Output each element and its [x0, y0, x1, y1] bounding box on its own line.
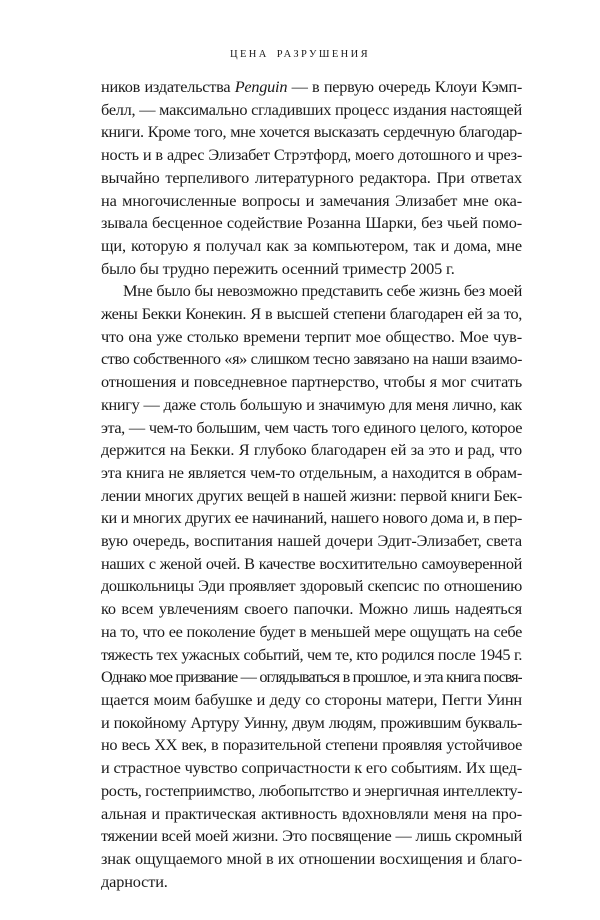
text-line: было бы трудно пережить осенний триместр 2005 г.: [101, 258, 455, 278]
emphasis-publisher: Penguin: [234, 77, 288, 96]
text-line: эта книга не является чем-то отдельным, а находится в обрам-: [101, 462, 522, 482]
text-line: эта, — чем-то большим, чем часть того единого целого, которое: [101, 417, 522, 437]
body-text: [101, 76, 522, 893]
text-line: ки и многих других ее начинаний, нашего нового дома и, в пер-: [101, 508, 522, 528]
text-line: Однако мое призвание — оглядываться в прошлое, и эта книга посвя-: [101, 667, 522, 687]
text-line: ко всем увлечениям своего папочки. Можно лишь надеяться: [101, 599, 522, 619]
text-line: щи, которую я получал как за компьютером, так и дома, мне: [101, 235, 522, 255]
text-line: лении многих других вещей в нашей жизни: первой книги Бек-: [101, 485, 522, 505]
text-line: вычайно терпеливого литературного редактора. При ответах: [101, 167, 522, 187]
text-line: зывала бесценное содействие Розанна Шарки, без чьей помо-: [101, 213, 522, 233]
text-line: рость, гостеприимство, любопытство и энергичная интеллекту-: [101, 780, 522, 800]
text-line: и страстное чувство сопричастности к его событиям. Их щед-: [101, 758, 522, 778]
text-line: и покойному Артуру Уинну, двум людям, прожившим букваль-: [101, 712, 522, 732]
text-line: тяжении всей моей жизни. Это посвящение — лишь скромный: [101, 826, 522, 846]
text-line: держится на Бекки. Я глубоко благодарен ей за это и рад, что: [101, 440, 522, 460]
text-line: ство собственного «я» слишком тесно завязано на наши взаимо-: [101, 349, 522, 369]
text-line: на то, что ее поколение будет в меньшей мере ощущать на себе: [101, 621, 522, 641]
text-line: книгу — даже столь большую и значимую для меня лично, как: [101, 394, 522, 414]
text-line: вую очередь, воспитания нашей дочери Эдит-Элизабет, света: [101, 531, 522, 551]
text-line: жены Бекки Конекин. Я в высшей степени благодарен ей за то,: [101, 304, 522, 324]
text-line: что она уже столько времени терпит мое общество. Мое чув-: [101, 326, 522, 346]
text-line: но весь XX век, в поразительной степени проявляя устойчивое: [101, 735, 522, 755]
running-head: ЦЕНА РАЗРУШЕНИЯ: [229, 49, 371, 60]
text-line: ность и в адрес Элизабет Стрэтфорд, моего дотошного и чрез-: [101, 145, 522, 165]
text-line: на многочисленные вопросы и замечания Элизабет мне ока-: [101, 190, 522, 210]
text-line: дарности.: [101, 871, 168, 891]
text-line: Мне было бы невозможно представить себе жизнь без моей: [123, 281, 522, 301]
text-line: щается моим бабушке и деду со стороны матери, Пегги Уинн: [101, 689, 522, 709]
text-line: наших с женой очей. В качестве восхитительно самоуверенной: [101, 553, 522, 573]
text-line: книги. Кроме того, мне хочется высказать сердечную благодар-: [101, 122, 522, 142]
text-line: знак ощущаемого мной в их отношении восхищения и благо-: [101, 848, 522, 868]
text-line: альная и практическая активность вдохновляли меня на про-: [101, 803, 522, 823]
text-line: белл, — максимально сгладивших процесс издания настоящей: [101, 99, 522, 119]
text-line: тяжесть тех ужасных событий, чем те, кто родился после 1945 г.: [101, 644, 522, 664]
text-line: отношения и повседневное партнерство, чтобы я мог считать: [101, 372, 522, 392]
text-line: ников издательства Penguin — в первую очередь Клоуи Кэмп-: [101, 77, 522, 96]
text-line: дошкольницы Эди проявляет здоровый скепсис по отношению: [101, 576, 522, 596]
